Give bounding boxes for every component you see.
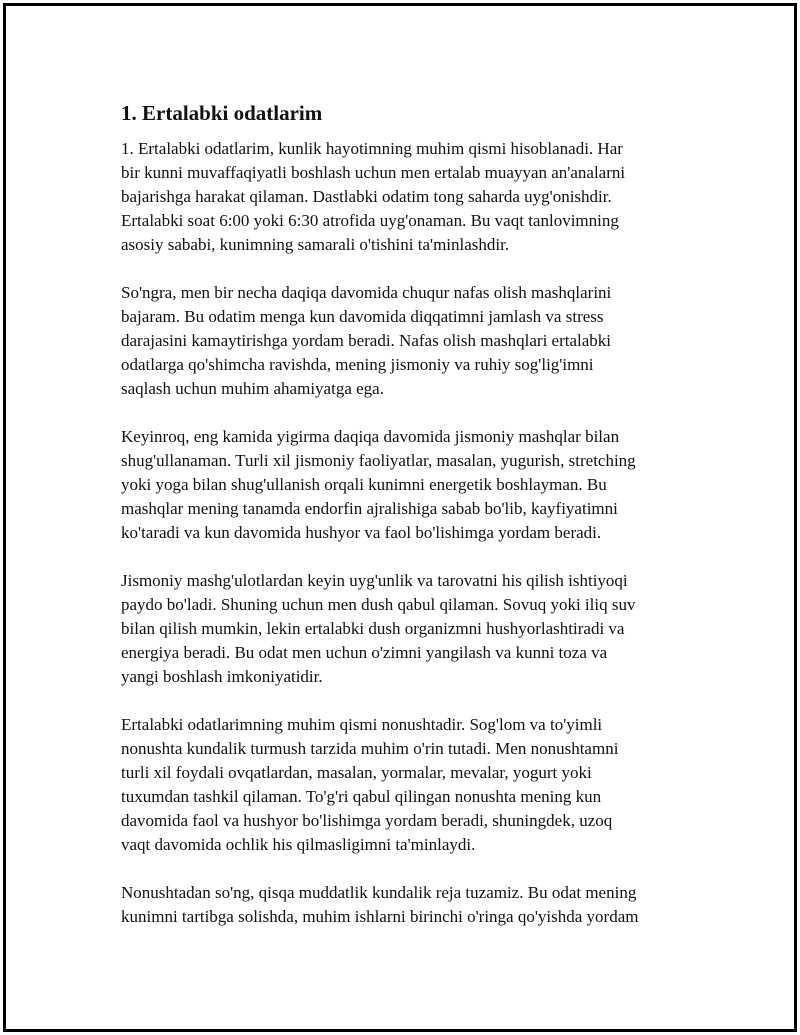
text-line: mashqlar mening tanamda endorfin ajralishiga sabab bo'lib, kayfiyatimni	[121, 499, 618, 518]
text-line: turli xil foydali ovqatlardan, masalan, yormalar, mevalar, yogurt yoki	[121, 763, 592, 782]
text-line: shug'ullanaman. Turli xil jismoniy faoliyatlar, masalan, yugurish, stretching	[121, 451, 636, 470]
text-line: asosiy sababi, kunimning samarali o'tishini ta'minlashdir.	[121, 235, 510, 254]
text-line: darajasini kamaytirishga yordam beradi. Nafas olish mashqlari ertalabki	[121, 331, 612, 350]
page-frame	[3, 3, 797, 1032]
text-line: Ertalabki odatlarimning muhim qismi nonushtadir. Sog'lom va to'yimli	[121, 715, 603, 734]
text-line: bir kunni muvaffaqiyatli boshlash uchun men ertalab muayyan an'analarni	[121, 163, 626, 182]
text-line: bilan qilish mumkin, lekin ertalabki dush organizmni hushyorlashtiradi va	[121, 619, 625, 638]
document-body	[121, 99, 691, 953]
text-line: bajaram. Bu odatim menga kun davomida diqqatimni jamlash va stress	[121, 307, 604, 326]
text-line: Nonushtadan so'ng, qisqa muddatlik kundalik reja tuzamiz. Bu odat mening	[121, 883, 637, 902]
paragraph-3	[121, 425, 691, 545]
text-line: ko'taradi va kun davomida hushyor va faol bo'lishimga yordam beradi.	[121, 523, 602, 542]
text-line: Jismoniy mashg'ulotlardan keyin uyg'unlik va tarovatni his qilish ishtiyoqi	[121, 571, 628, 590]
text-line: So'ngra, men bir necha daqiqa davomida chuqur nafas olish mashqlarini	[121, 283, 612, 302]
paragraph-5	[121, 713, 691, 857]
text-line: yoki yoga bilan shug'ullanish orqali kunimni energetik boshlayman. Bu	[121, 475, 607, 494]
paragraph-6	[121, 881, 691, 929]
text-line: saqlash uchun muhim ahamiyatga ega.	[121, 379, 384, 398]
text-line: vaqt davomida ochlik his qilmasligimni ta'minlaydi.	[121, 835, 476, 854]
text-line: odatlarga qo'shimcha ravishda, mening jismoniy va ruhiy sog'lig'imni	[121, 355, 594, 374]
text-line: energiya beradi. Bu odat men uchun o'zimni yangilash va kunni toza va	[121, 643, 608, 662]
text-line: Ertalabki soat 6:00 yoki 6:30 atrofida uyg'onaman. Bu vaqt tanlovimning	[121, 211, 619, 230]
section-heading: 1. Ertalabki odatlarim	[121, 101, 323, 125]
text-line: kunimni tartibga solishda, muhim ishlarni birinchi o'ringa qo'yishda yordam	[121, 907, 639, 926]
text-line: paydo bo'ladi. Shuning uchun men dush qabul qilaman. Sovuq yoki iliq suv	[121, 595, 636, 614]
text-line: bajarishga harakat qilaman. Dastlabki odatim tong saharda uyg'onishdir.	[121, 187, 612, 206]
text-line: yangi boshlash imkoniyatidir.	[121, 667, 323, 686]
paragraph-1	[121, 137, 691, 257]
paragraph-2	[121, 281, 691, 401]
text-line: nonushta kundalik turmush tarzida muhim o'rin tutadi. Men nonushtamni	[121, 739, 619, 758]
text-line: tuxumdan tashkil qilaman. To'g'ri qabul qilingan nonushta mening kun	[121, 787, 602, 806]
text-line: davomida faol va hushyor bo'lishimga yordam beradi, shuningdek, uzoq	[121, 811, 613, 830]
text-line: 1. Ertalabki odatlarim, kunlik hayotimning muhim qismi hisoblanadi. Har	[121, 139, 623, 158]
text-line: Keyinroq, eng kamida yigirma daqiqa davomida jismoniy mashqlar bilan	[121, 427, 620, 446]
paragraph-4	[121, 569, 691, 689]
